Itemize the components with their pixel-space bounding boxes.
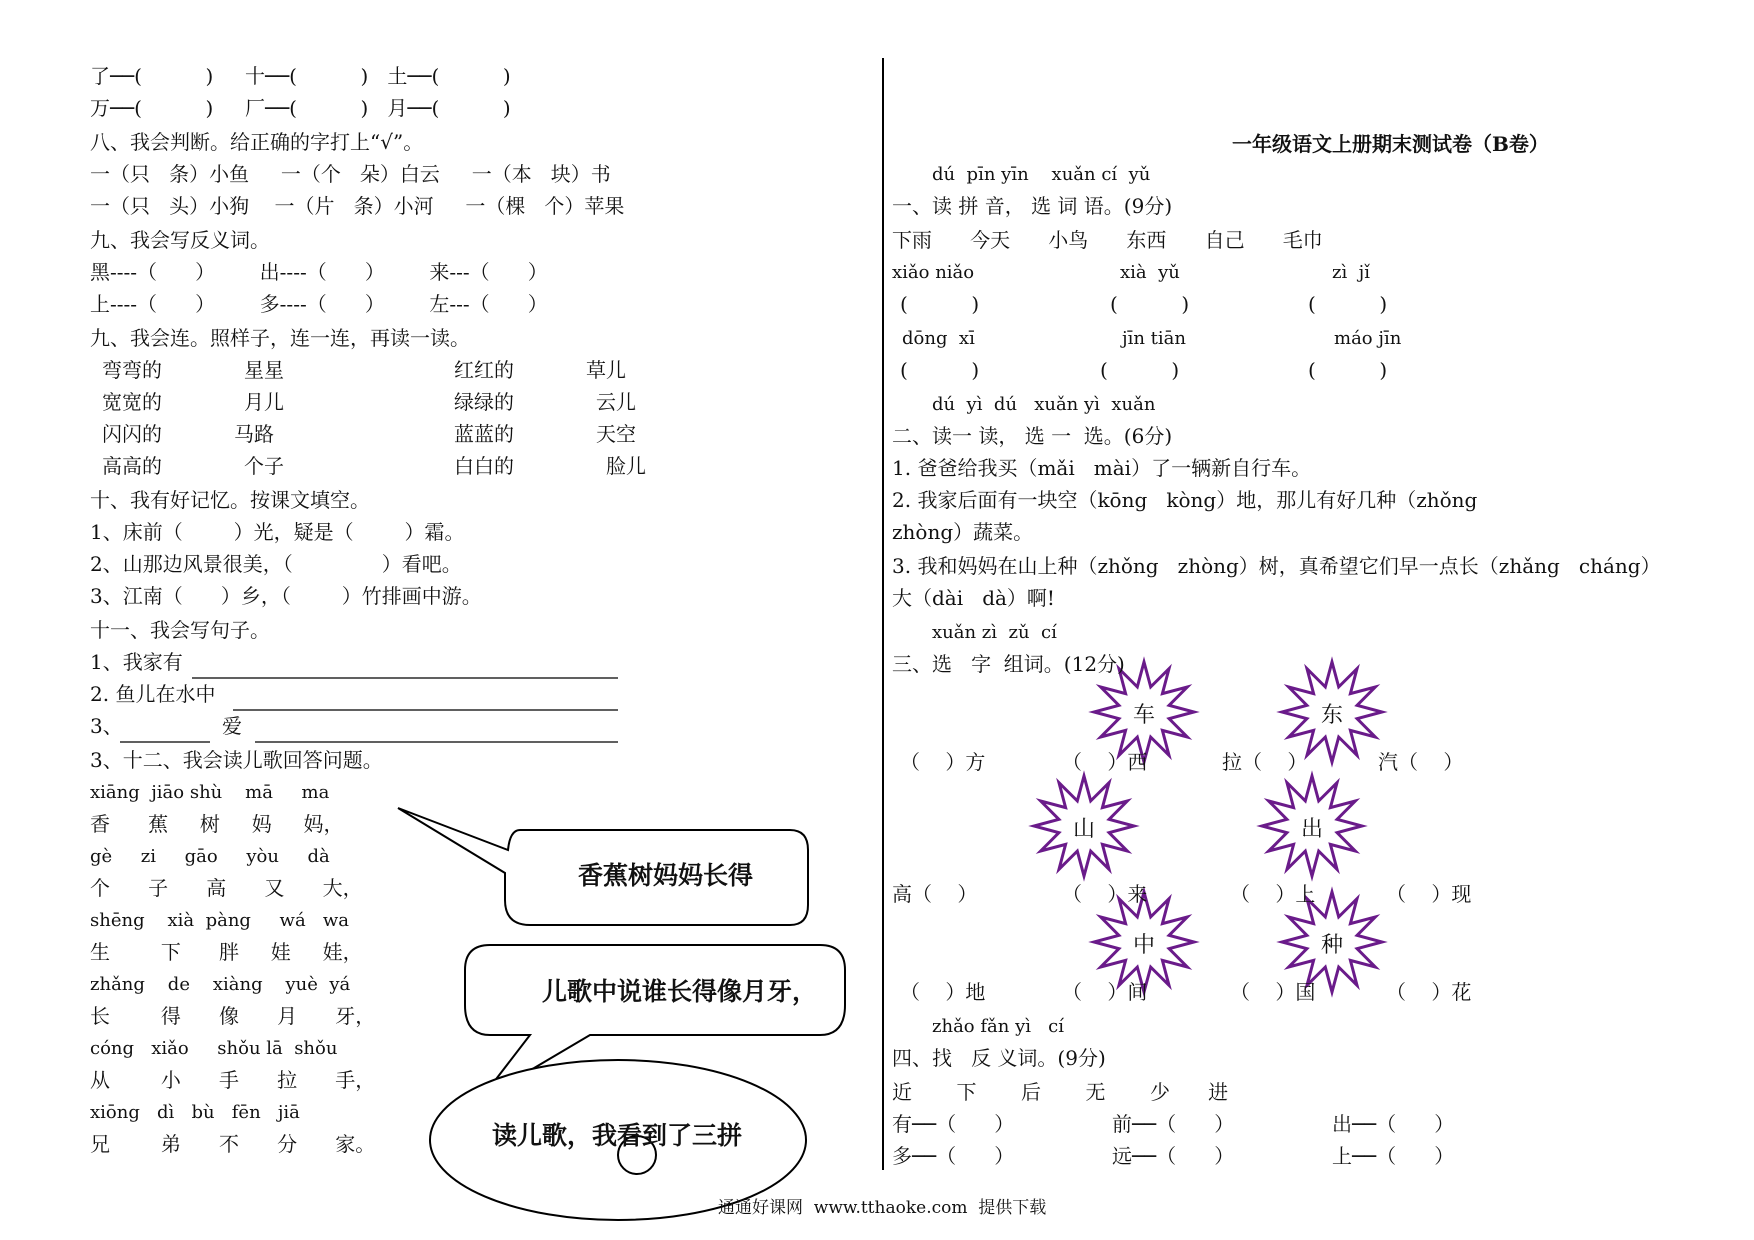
star-char-zhong2: 种: [1320, 933, 1343, 958]
match-item: 闪闪的: [102, 422, 162, 446]
q1-pinyin: dú pīn yīn xuǎn cí yǔ: [932, 164, 1151, 185]
section-11-heading: 十一、我会写句子。: [90, 618, 270, 642]
match-item: 蓝蓝的: [454, 422, 514, 446]
q1-blank: ( ): [1308, 358, 1388, 382]
q1-blank: ( ): [900, 292, 980, 316]
q2-item-3-cont: 大（dài dà）啊!: [892, 586, 1055, 610]
q4-item: 出──（ ）: [1332, 1112, 1455, 1136]
star-char-che: 车: [1132, 703, 1155, 728]
q4-item: 前──（ ）: [1112, 1112, 1235, 1136]
poem-line: 长 得 像 月 牙，: [90, 1004, 376, 1028]
q1-blank: ( ): [1110, 292, 1190, 316]
q3-row3-item: （ ）花: [1386, 980, 1472, 1004]
match-item: 云儿: [596, 390, 636, 414]
q1-pinyin-c: zì jǐ: [1332, 262, 1371, 283]
q1-blank: ( ): [900, 358, 980, 382]
q4-pinyin: zhǎo fǎn yì cí: [932, 1016, 1065, 1037]
q4-item: 多──（ ）: [892, 1144, 1015, 1168]
q4-item: 上──（ ）: [1332, 1144, 1455, 1168]
section-9-heading: 九、我会写反义词。: [90, 228, 270, 252]
match-item: 红红的: [454, 358, 514, 382]
q3-row2-item: （ ）来: [1062, 882, 1148, 906]
recite-line-2: 2、山那边风景很美，（ ）看吧。: [90, 552, 462, 576]
fill-line-2: 万──( ) 厂──( ) 月──( ): [90, 96, 511, 120]
q1-heading: 一、读 拼 音， 选 词 语。(9分): [892, 194, 1173, 218]
poem-pinyin: xiāng jiāo shù mā ma: [90, 782, 330, 803]
q4-item: 有──（ ）: [892, 1112, 1015, 1136]
poem-line: 生 下 胖 娃 娃，: [90, 940, 363, 964]
section-12-heading: 3、十二、我会读儿歌回答问题。: [90, 748, 383, 772]
q3-row2-item: （ ）上: [1230, 882, 1316, 906]
bubble-3-text: 读儿歌，我看到了三拼: [492, 1121, 743, 1150]
poem-pinyin: gè zi gāo yòu dà: [90, 846, 330, 867]
q1-pinyin-a: xiǎo niǎo: [892, 262, 975, 283]
q1-pinyin-b: xià yǔ: [1120, 262, 1180, 283]
match-item: 星星: [244, 358, 284, 382]
q3-row1-item: 拉（ ）: [1222, 750, 1308, 774]
sentence-1-prompt: 1、我家有: [90, 650, 183, 674]
match-item: 月儿: [244, 390, 284, 414]
q4-heading: 四、找 反 义词。(9分): [892, 1046, 1106, 1070]
match-item: 脸儿: [606, 454, 646, 478]
star-char-dong: 东: [1320, 703, 1343, 728]
bubble-2-text: 儿歌中说谁长得像月牙，: [542, 977, 818, 1006]
section-8-row-2: 一（只 头）小狗 一（片 条）小河 一（棵 个）苹果: [90, 194, 625, 218]
section-8-heading: 八、我会判断。给正确的字打上“√”。: [90, 130, 424, 154]
poem-line: 香 蕉 树 妈 妈，: [90, 812, 344, 836]
match-item: 白白的: [454, 454, 514, 478]
recite-line-3: 3、江南（ ）乡，（ ）竹排画中游。: [90, 584, 482, 608]
fill-line-1: 了──( ) 十──( ) 土──( ): [90, 64, 511, 88]
section-9b-heading: 九、我会连。照样子，连一连，再读一读。: [90, 326, 470, 350]
page-title: 一年级语文上册期末测试卷（B卷）: [1232, 132, 1549, 156]
poem-pinyin: shēng xià pàng wá wa: [90, 910, 349, 931]
q2-heading: 二、读一 读， 选 一 选。(6分): [892, 424, 1173, 448]
q3-row3-item: （ ）地: [900, 980, 986, 1004]
antonym-row-1: 黑----（ ） 出----（ ） 来---（ ）: [90, 260, 548, 284]
q2-item-2-cont: zhòng）蔬菜。: [892, 520, 1034, 544]
match-item: 宽宽的: [102, 390, 162, 414]
q1-blank: ( ): [1308, 292, 1388, 316]
q3-row3-item: （ ）国: [1230, 980, 1316, 1004]
match-item: 弯弯的: [102, 358, 162, 382]
bubble-1-text: 香蕉树妈妈长得: [578, 861, 754, 890]
sentence-3-prompt: 3、: [90, 714, 123, 738]
q2-item-2: 2. 我家后面有一块空（kōng kòng）地，那儿有好几种（zhǒng: [892, 488, 1478, 512]
q3-row1-item: （ ）西: [1062, 750, 1148, 774]
q1-words: 下雨 今天 小鸟 东西 自己 毛巾: [892, 228, 1323, 252]
footer-credit: 通通好课网 www.tthaoke.com 提供下载: [718, 1198, 1047, 1218]
match-item: 绿绿的: [454, 390, 514, 414]
match-item: 马路: [234, 422, 274, 446]
star-char-shan: 山: [1072, 817, 1095, 842]
q1-pinyin-e: jīn tiān: [1122, 328, 1186, 349]
q3-row1-item: （ ）方: [900, 750, 986, 774]
poem-line: 从 小 手 拉 手，: [90, 1068, 376, 1092]
section-8-row-1: 一（只 条）小鱼 一（个 朵）白云 一（本 块）书: [90, 162, 611, 186]
q1-pinyin-d: dōng xī: [902, 328, 975, 349]
match-item: 个子: [244, 454, 284, 478]
q2-item-3: 3. 我和妈妈在山上种（zhǒng zhòng）树，真希望它们早一点长（zhǎng cháng）: [892, 554, 1661, 578]
poem-pinyin: cóng xiǎo shǒu lā shǒu: [90, 1038, 338, 1059]
poem-pinyin: xiōng dì bù fēn jiā: [90, 1102, 300, 1123]
match-item: 草儿: [586, 358, 626, 382]
q3-row2-item: （ ）现: [1386, 882, 1472, 906]
q3-heading: 三、选 字 组词。(12分): [892, 652, 1125, 676]
q1-blank: ( ): [1100, 358, 1180, 382]
q3-row3-item: （ ）间: [1062, 980, 1148, 1004]
q1-pinyin-f: máo jīn: [1334, 328, 1402, 349]
q4-words: 近 下 后 无 少 进: [892, 1080, 1229, 1104]
match-item: 高高的: [102, 454, 162, 478]
q3-row1-item: 汽（ ）: [1378, 750, 1464, 774]
match-item: 天空: [596, 422, 636, 446]
poem-line: 个 子 高 又 大，: [90, 876, 363, 900]
q3-row2-item: 高（ ）: [892, 882, 978, 906]
section-10-heading: 十、我有好记忆。按课文填空。: [90, 488, 370, 512]
star-char-chu: 出: [1300, 817, 1323, 842]
q3-pinyin: xuǎn zì zǔ cí: [932, 622, 1057, 643]
sentence-2-prompt: 2. 鱼儿在水中: [90, 682, 216, 706]
q2-pinyin: dú yì dú xuǎn yì xuǎn: [932, 394, 1156, 415]
q4-item: 远──（ ）: [1112, 1144, 1235, 1168]
poem-pinyin: zhǎng de xiàng yuè yá: [90, 974, 351, 995]
poem-line: 兄 弟 不 分 家。: [90, 1132, 376, 1156]
star-char-zhong: 中: [1132, 933, 1155, 958]
q2-item-1: 1. 爸爸给我买（mǎi mài）了一辆新自行车。: [892, 456, 1312, 480]
recite-line-1: 1、床前（ ）光，疑是（ ）霜。: [90, 520, 465, 544]
sentence-3-love: 爱: [222, 714, 242, 738]
antonym-row-2: 上----（ ） 多----（ ） 左---（ ）: [90, 292, 548, 316]
